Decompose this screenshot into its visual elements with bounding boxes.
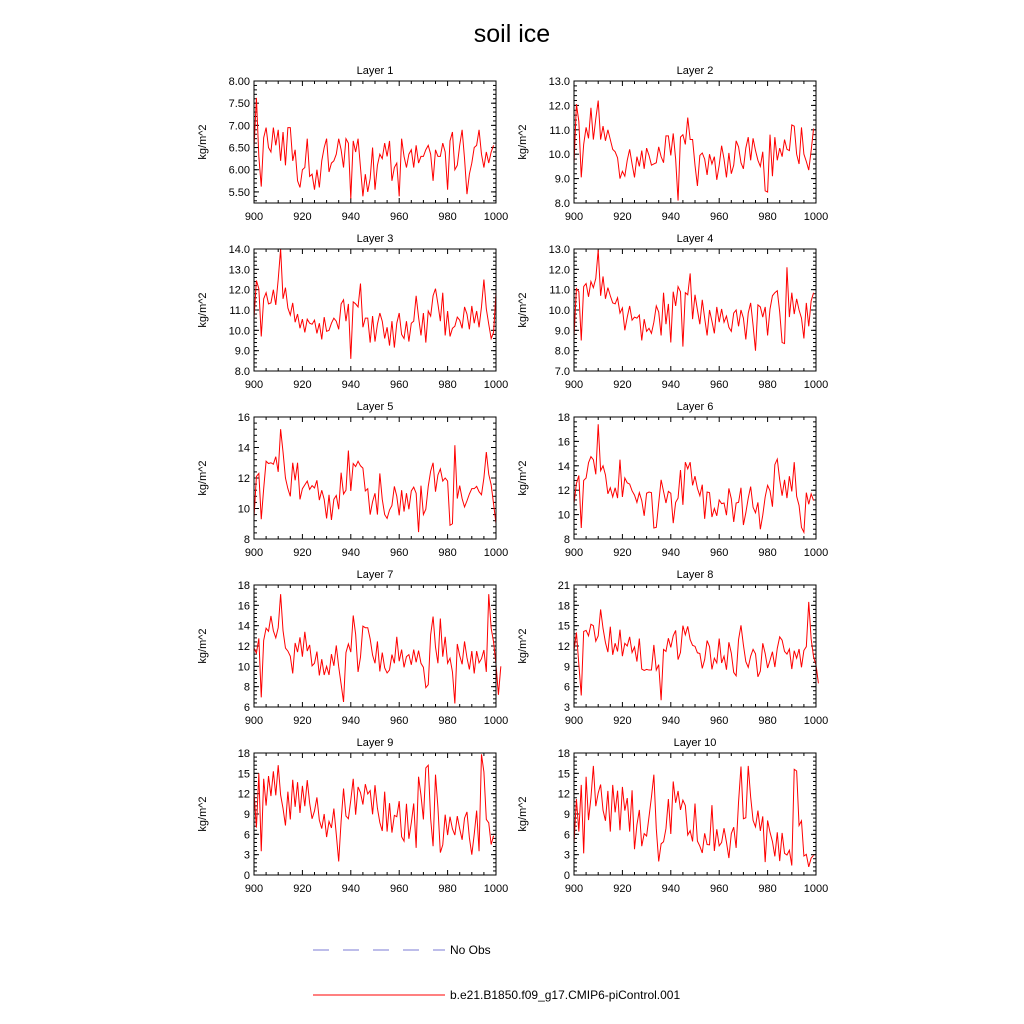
y-tick-label: 9	[243, 809, 250, 821]
x-tick-label: 920	[613, 547, 632, 559]
y-tick-label: 7.00	[228, 120, 250, 133]
y-tick-label: 11.0	[549, 284, 570, 297]
y-tick-label: 13.0	[548, 76, 570, 88]
panel-layer-7	[197, 569, 508, 727]
y-tick-label: 14	[237, 442, 250, 455]
series-line	[574, 424, 814, 532]
x-tick-label: 920	[293, 715, 312, 727]
y-tick-label: 7.0	[554, 366, 570, 378]
plot-frame	[254, 585, 496, 707]
series-line	[574, 101, 814, 201]
y-tick-label: 3	[243, 849, 250, 862]
y-tick-label: 13.0	[548, 244, 570, 256]
x-tick-label: 980	[758, 379, 777, 391]
x-tick-label: 980	[438, 883, 457, 895]
panel-title: Layer 10	[673, 737, 717, 749]
x-tick-label: 900	[244, 211, 264, 223]
x-tick-label: 900	[564, 547, 584, 559]
y-tick-label: 12	[237, 473, 250, 485]
y-tick-label: 12.0	[548, 100, 570, 113]
y-tick-label: 6	[243, 829, 250, 842]
y-tick-label: 8.0	[554, 345, 570, 358]
y-axis-label: kg/m^2	[517, 124, 529, 160]
x-tick-label: 1000	[803, 715, 829, 727]
x-tick-label: 960	[710, 379, 729, 391]
x-tick-label: 920	[293, 547, 312, 559]
y-tick-label: 9.0	[554, 325, 570, 338]
panel-layer-2	[517, 65, 828, 223]
y-tick-label: 14	[237, 620, 250, 633]
x-tick-label: 1000	[483, 379, 509, 391]
legend-label-model: b.e21.B1850.f09_g17.CMIP6-piControl.001	[450, 988, 681, 1002]
y-tick-label: 18	[237, 748, 250, 760]
x-tick-label: 1000	[803, 883, 829, 895]
y-tick-label: 6.00	[228, 164, 250, 177]
y-axis-label: kg/m^2	[197, 292, 209, 328]
panel-title: Layer 9	[356, 737, 394, 749]
panel-layer-5	[197, 401, 508, 559]
x-tick-label: 940	[661, 715, 680, 727]
x-tick-label: 1000	[803, 547, 829, 559]
series-line	[574, 766, 814, 867]
y-tick-label: 10.0	[548, 305, 570, 317]
series-line	[574, 602, 818, 700]
x-tick-label: 960	[390, 715, 409, 727]
y-tick-label: 18	[557, 412, 570, 424]
x-tick-label: 960	[390, 883, 409, 895]
series-line	[574, 250, 814, 351]
x-tick-label: 900	[564, 883, 584, 895]
x-tick-label: 940	[341, 211, 360, 223]
y-tick-label: 11.0	[549, 124, 570, 137]
series-line	[254, 249, 496, 359]
y-tick-label: 8	[243, 534, 250, 546]
plot-frame	[254, 249, 496, 371]
x-tick-label: 920	[293, 211, 312, 223]
x-tick-label: 980	[438, 547, 457, 559]
panel-layer-6	[517, 401, 828, 559]
y-tick-label: 3	[563, 702, 570, 714]
panel-title: Layer 1	[356, 65, 394, 77]
y-tick-label: 8.00	[228, 76, 250, 88]
y-axis-label: kg/m^2	[197, 124, 209, 160]
x-tick-label: 1000	[803, 211, 829, 223]
y-tick-label: 9.0	[554, 173, 570, 186]
y-tick-label: 12.0	[548, 264, 570, 277]
y-tick-label: 6	[563, 681, 570, 694]
x-tick-label: 940	[661, 379, 680, 391]
series-line	[254, 98, 494, 199]
x-tick-label: 940	[661, 547, 680, 559]
y-tick-label: 9	[563, 809, 570, 821]
y-tick-label: 14.0	[228, 244, 250, 256]
panel-title: Layer 7	[356, 569, 394, 581]
y-axis-label: kg/m^2	[517, 628, 529, 664]
x-tick-label: 940	[341, 883, 360, 895]
y-tick-label: 15	[557, 620, 570, 633]
panel-layer-4	[517, 233, 828, 391]
y-tick-label: 18	[237, 580, 250, 592]
x-tick-label: 920	[613, 379, 632, 391]
x-tick-label: 900	[244, 883, 264, 895]
x-tick-label: 960	[710, 883, 729, 895]
figure-title: soil ice	[473, 20, 551, 48]
x-tick-label: 980	[438, 211, 457, 223]
series-line	[254, 429, 496, 532]
y-tick-label: 10	[237, 503, 250, 516]
y-tick-label: 12	[237, 788, 250, 801]
x-tick-label: 1000	[483, 547, 509, 559]
y-tick-label: 0	[243, 870, 250, 882]
x-tick-label: 940	[341, 547, 360, 559]
y-tick-label: 6	[563, 829, 570, 842]
y-tick-label: 9	[563, 661, 570, 674]
y-tick-label: 6	[243, 702, 250, 714]
x-tick-label: 920	[293, 883, 312, 895]
series-line	[254, 594, 501, 703]
plot-frame	[574, 81, 816, 203]
y-tick-label: 12	[557, 788, 570, 801]
x-tick-label: 980	[438, 715, 457, 727]
y-tick-label: 10	[557, 509, 570, 522]
y-tick-label: 16	[557, 436, 570, 449]
x-tick-label: 900	[564, 715, 584, 727]
y-tick-label: 9.0	[234, 345, 250, 358]
x-tick-label: 920	[613, 715, 632, 727]
y-tick-label: 7.50	[228, 98, 250, 111]
y-tick-label: 12	[557, 641, 570, 653]
x-tick-label: 940	[661, 883, 680, 895]
y-tick-label: 18	[557, 748, 570, 760]
x-tick-label: 1000	[803, 379, 829, 391]
y-tick-label: 0	[563, 870, 570, 882]
panel-layer-3	[197, 233, 508, 391]
x-tick-label: 980	[758, 883, 777, 895]
y-axis-label: kg/m^2	[517, 796, 529, 832]
x-tick-label: 980	[758, 715, 777, 727]
y-tick-label: 5.50	[228, 186, 250, 199]
x-tick-label: 1000	[483, 883, 509, 895]
x-tick-label: 960	[390, 547, 409, 559]
y-tick-label: 14	[557, 460, 570, 473]
panels	[197, 65, 828, 895]
y-tick-label: 13.0	[228, 264, 250, 277]
y-axis-label: kg/m^2	[197, 460, 209, 496]
y-axis-label: kg/m^2	[517, 460, 529, 496]
x-tick-label: 940	[341, 715, 360, 727]
y-tick-label: 10.0	[228, 325, 250, 338]
y-tick-label: 8.0	[234, 366, 250, 378]
x-tick-label: 940	[341, 379, 360, 391]
x-tick-label: 920	[293, 379, 312, 391]
x-tick-label: 900	[244, 715, 264, 727]
y-tick-label: 16	[237, 600, 250, 613]
y-tick-label: 15	[237, 768, 250, 781]
y-tick-label: 12.0	[228, 284, 250, 297]
panel-layer-1	[197, 65, 508, 223]
panel-layer-8	[517, 569, 828, 727]
y-axis-label: kg/m^2	[197, 628, 209, 664]
y-tick-label: 12	[237, 641, 250, 653]
x-tick-label: 960	[390, 211, 409, 223]
y-tick-label: 10	[237, 661, 250, 674]
x-tick-label: 920	[613, 211, 632, 223]
y-tick-label: 15	[557, 768, 570, 781]
panel-title: Layer 8	[676, 569, 714, 581]
x-tick-label: 960	[710, 211, 729, 223]
x-tick-label: 980	[438, 379, 457, 391]
panel-title: Layer 2	[676, 65, 714, 77]
legend-label-no-obs: No Obs	[450, 943, 491, 957]
x-tick-label: 1000	[483, 715, 509, 727]
panel-title: Layer 6	[676, 401, 714, 413]
y-axis-label: kg/m^2	[517, 292, 529, 328]
x-tick-label: 980	[758, 547, 777, 559]
y-tick-label: 12	[557, 485, 570, 498]
panel-title: Layer 4	[676, 233, 714, 245]
y-tick-label: 6.50	[228, 142, 250, 155]
legend	[313, 943, 680, 1002]
plot-frame	[254, 417, 496, 539]
y-tick-label: 3	[563, 849, 570, 862]
y-tick-label: 18	[557, 600, 570, 613]
panel-layer-10	[517, 737, 828, 895]
x-tick-label: 960	[390, 379, 409, 391]
x-tick-label: 900	[564, 211, 584, 223]
y-tick-label: 16	[237, 412, 250, 424]
y-axis-label: kg/m^2	[197, 796, 209, 832]
x-tick-label: 960	[710, 547, 729, 559]
x-tick-label: 960	[710, 715, 729, 727]
y-tick-label: 10.0	[548, 149, 570, 162]
x-tick-label: 900	[244, 547, 264, 559]
x-tick-label: 900	[244, 379, 264, 391]
panel-title: Layer 3	[356, 233, 394, 245]
y-tick-label: 8	[243, 681, 250, 694]
x-tick-label: 940	[661, 211, 680, 223]
x-tick-label: 980	[758, 211, 777, 223]
y-tick-label: 8	[563, 534, 570, 546]
x-tick-label: 1000	[483, 211, 509, 223]
y-tick-label: 21	[557, 580, 570, 592]
series-line	[254, 754, 494, 861]
panel-layer-9	[197, 737, 508, 895]
x-tick-label: 900	[564, 379, 584, 391]
y-tick-label: 11.0	[229, 305, 250, 317]
y-tick-label: 8.0	[554, 198, 570, 210]
panel-title: Layer 5	[356, 401, 394, 413]
x-tick-label: 920	[613, 883, 632, 895]
